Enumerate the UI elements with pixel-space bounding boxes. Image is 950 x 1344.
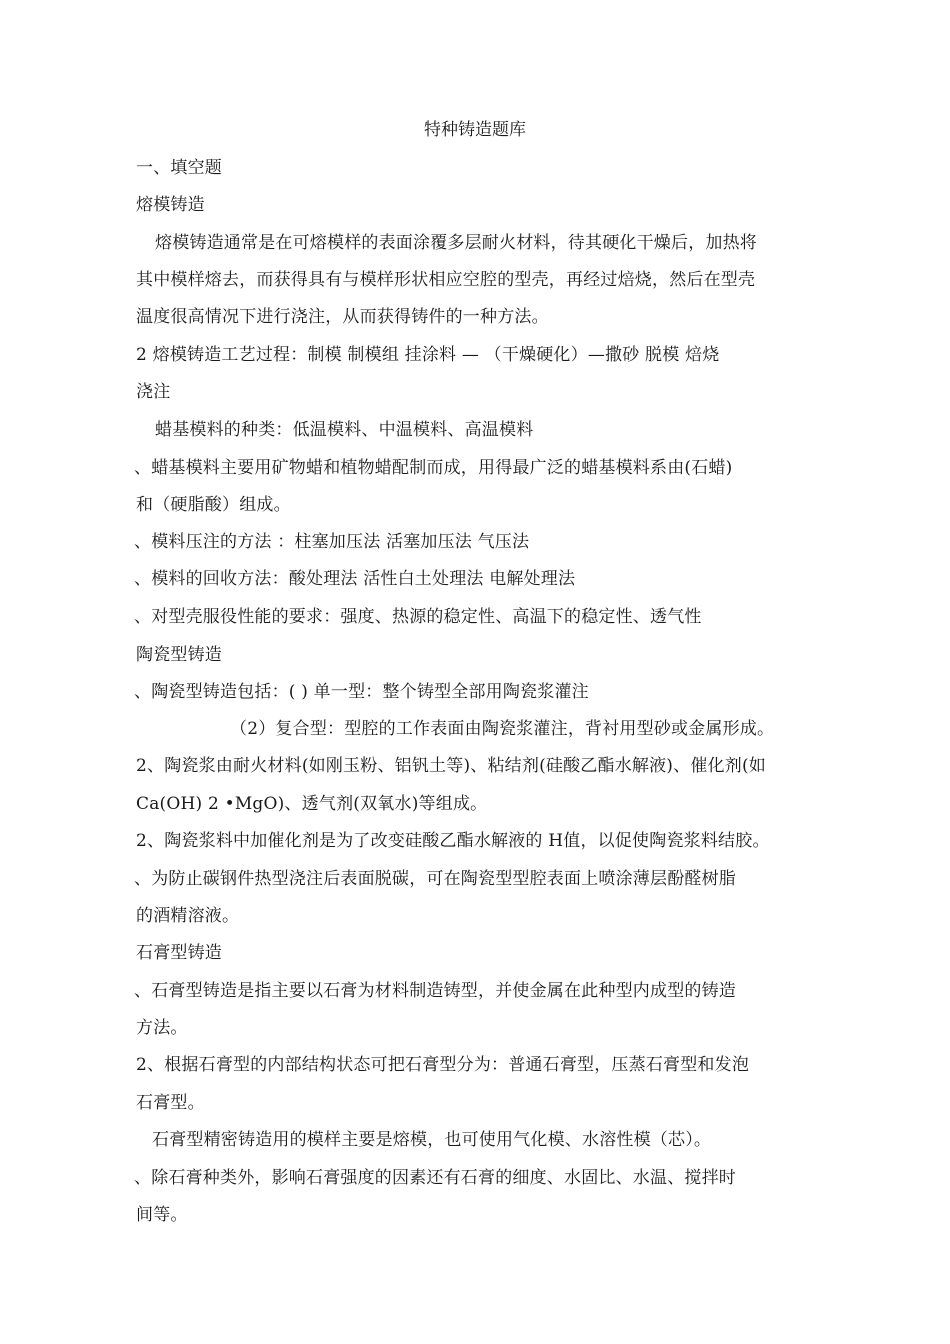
section-heading: 一、填空题 — [136, 158, 222, 178]
paragraph-line: 、对型壳服役性能的要求：强度、热源的稳定性、高温下的稳定性、透气性 — [134, 607, 702, 627]
paragraph-line: 、模料压注的方法 ：柱塞加压法 活塞加压法 气压法 — [134, 532, 530, 552]
paragraph-line: 间等。 — [136, 1205, 188, 1225]
page-title: 特种铸造题库 — [424, 120, 526, 140]
paragraph-line: 2、陶瓷浆由耐火材料(如刚玉粉、铝钒土等)、粘结剂(硅酸乙酯水解液)、催化剂(如 — [136, 756, 766, 776]
paragraph-line: 2、根据石膏型的内部结构状态可把石膏型分为：普通石膏型，压蒸石膏型和发泡 — [136, 1055, 750, 1075]
paragraph-line: 、除石膏种类外，影响石膏强度的因素还有石膏的细度、水固比、水温、搅拌时 — [134, 1168, 736, 1188]
subsection-heading-ceramic-casting: 陶瓷型铸造 — [136, 645, 222, 665]
subsection-heading-investment-casting: 熔模铸造 — [136, 195, 205, 215]
paragraph-line: 石膏型。 — [136, 1093, 205, 1113]
paragraph-line: 2、陶瓷浆料中加催化剂是为了改变硅酸乙酯水解液的 H值，以促使陶瓷浆料结胶。 — [136, 831, 770, 851]
paragraph-line: 其中模样熔去，而获得具有与模样形状相应空腔的型壳，再经过焙烧，然后在型壳 — [136, 270, 756, 290]
paragraph-line: 熔模铸造通常是在可熔模样的表面涂覆多层耐火材料，待其硬化干燥后，加热将 — [155, 233, 757, 253]
paragraph-line: 2 熔模铸造工艺过程：制模 制模组 挂涂料 — （干燥硬化）—撒砂 脱模 焙烧 — [136, 345, 720, 365]
paragraph-line: （2）复合型：型腔的工作表面由陶瓷浆灌注，背衬用型砂或金属形成。 — [230, 719, 775, 739]
paragraph-line: 、蜡基模料主要用矿物蜡和植物蜡配制而成，用得最广泛的蜡基模料系由(石蜡) — [134, 458, 733, 478]
subsection-heading-plaster-casting: 石膏型铸造 — [136, 943, 222, 963]
paragraph-line: 浇注 — [136, 382, 171, 402]
paragraph-line: 、为防止碳钢件热型浇注后表面脱碳，可在陶瓷型型腔表面上喷涂薄层酚醛树脂 — [134, 869, 736, 889]
paragraph-line: 蜡基模料的种类：低温模料、中温模料、高温模料 — [155, 420, 534, 440]
paragraph-line: 石膏型精密铸造用的模样主要是熔模，也可使用气化模、水溶性模（芯）。 — [152, 1130, 712, 1150]
paragraph-line: 的酒精溶液。 — [136, 906, 240, 926]
paragraph-line: 和（硬脂酸）组成。 — [136, 495, 291, 515]
paragraph-line: 方法。 — [136, 1018, 188, 1038]
paragraph-line: 、模料的回收方法：酸处理法 活性白土处理法 电解处理法 — [134, 569, 576, 589]
paragraph-line: 、石膏型铸造是指主要以石膏为材料制造铸型，并使金属在此种型内成型的铸造 — [134, 981, 736, 1001]
paragraph-line: 、陶瓷型铸造包括：( ) 单一型：整个铸型全部用陶瓷浆灌注 — [134, 682, 589, 702]
paragraph-line: Ca(OH) 2 •MgO)、透气剂(双氧水)等组成。 — [136, 794, 488, 814]
paragraph-line: 温度很高情况下进行浇注，从而获得铸件的一种方法。 — [136, 307, 549, 327]
